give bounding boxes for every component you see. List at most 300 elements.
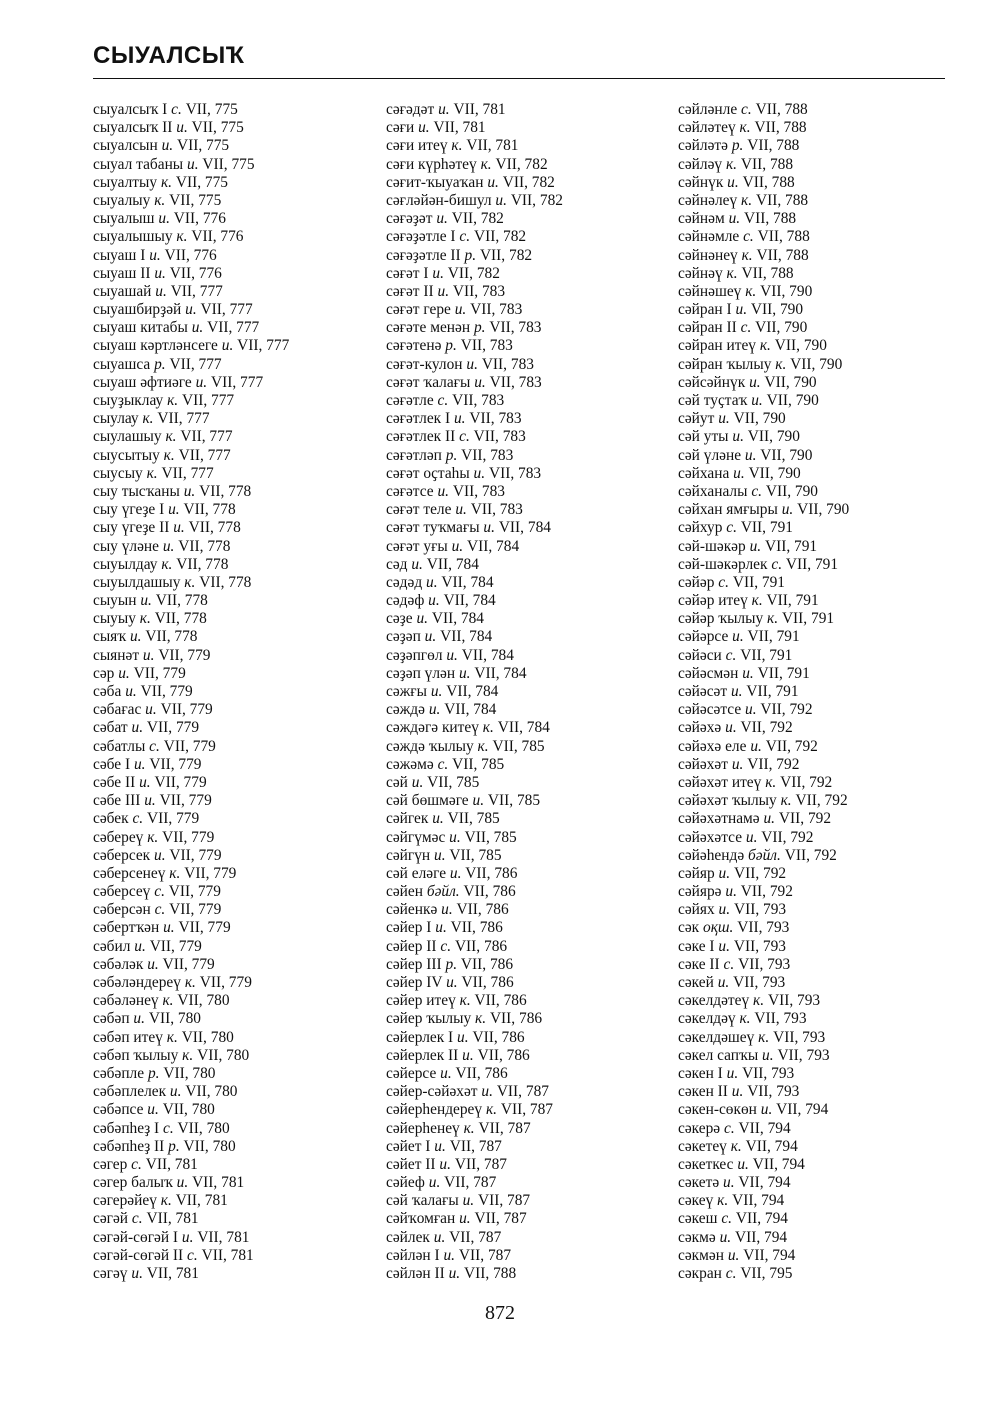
index-entry [678, 465, 968, 483]
entry-grammar-mark: р. [168, 1137, 180, 1155]
entry-grammar-mark: и. [169, 1083, 182, 1101]
index-entry [93, 883, 383, 901]
entry-word: сәкмә [678, 1228, 716, 1246]
entry-grammar-mark: с. [725, 646, 737, 664]
index-entry [678, 410, 968, 428]
index-entry [386, 701, 676, 719]
entry-reference: VII, 784 [444, 701, 497, 719]
entry-grammar-mark: и. [487, 173, 499, 191]
entry-word: сәғәт II [386, 282, 434, 300]
entry-grammar-mark: и. [438, 101, 450, 118]
index-entry [386, 901, 676, 919]
entry-reference: VII, 786 [463, 883, 516, 901]
entry-reference: VII, 793 [767, 992, 821, 1010]
entry-word: сәйут [678, 410, 715, 428]
entry-reference: VII, 781 [453, 101, 506, 118]
entry-word: сәке II [678, 955, 720, 973]
entry-reference: VII, 781 [192, 1174, 245, 1192]
index-entry [678, 556, 968, 574]
entry-grammar-mark: и. [424, 628, 437, 646]
entry-reference: VII, 779 [140, 683, 193, 700]
index-entry [678, 1101, 968, 1119]
entry-word: сәйенкә [386, 901, 438, 919]
entry-word: сәйет II [386, 1155, 436, 1173]
entry-reference: VII, 791 [732, 573, 785, 591]
entry-word: сәҙәп үлән [386, 664, 456, 682]
index-entry [386, 847, 676, 865]
entry-word: сәғәтләп [386, 446, 442, 464]
entry-word: сәғәҙәтле I [386, 228, 456, 246]
index-entry [678, 192, 968, 210]
entry-grammar-mark: и. [140, 592, 152, 610]
entry-reference: VII, 787 [454, 1155, 507, 1173]
entry-word: сәйер ҡылыу [386, 1010, 472, 1028]
entry-reference: VII, 776 [191, 228, 244, 246]
entry-reference: VII, 775 [202, 155, 255, 173]
entry-grammar-mark: и. [434, 846, 446, 864]
entry-reference: VII, 779 [149, 755, 202, 773]
index-entry [386, 283, 676, 301]
entry-reference: VII, 778 [155, 592, 208, 610]
entry-grammar-mark: с. [740, 319, 752, 337]
index-entry [678, 610, 968, 628]
entry-grammar-mark: с. [743, 228, 754, 246]
index-entry [386, 647, 676, 665]
index-entry [386, 992, 676, 1010]
entry-grammar-mark: и. [483, 519, 495, 537]
entry-word: сәкеш [678, 1210, 718, 1228]
index-entry [386, 774, 676, 792]
entry-reference: VII, 782 [502, 173, 555, 191]
entry-grammar-mark: к. [741, 191, 753, 209]
entry-reference: VII, 788 [740, 155, 794, 173]
entry-word: сыянәт [93, 646, 140, 664]
index-entry [93, 192, 383, 210]
entry-word: сәйер-сәйәхәт [386, 1083, 478, 1101]
entry-reference: VII, 785 [452, 755, 505, 773]
entry-grammar-mark: и. [731, 1083, 744, 1101]
entry-grammar-mark: к. [166, 1028, 178, 1046]
entry-grammar-mark: и. [737, 1155, 749, 1173]
index-entry [93, 665, 383, 683]
entry-grammar-mark: р. [147, 1064, 160, 1082]
entry-grammar-mark: и. [474, 373, 486, 391]
entry-reference: VII, 786 [472, 1028, 525, 1046]
entry-grammar-mark: и. [744, 446, 757, 464]
entry-reference: VII, 791 [746, 683, 799, 700]
entry-word: сәғәт оҫтаһы [386, 464, 470, 482]
index-entry [678, 665, 968, 683]
index-entry [93, 592, 383, 610]
entry-reference: VII, 791 [740, 646, 793, 664]
entry-word: сәғәт уғы [386, 537, 448, 555]
entry-grammar-mark: и. [181, 1228, 194, 1246]
index-entry [386, 1029, 676, 1047]
entry-grammar-mark: к. [160, 173, 172, 191]
entry-grammar-mark: к. [767, 610, 779, 628]
entry-grammar-mark: к. [169, 864, 181, 882]
entry-word: сәғәҙәтле II [386, 246, 461, 264]
entry-reference: VII, 793 [742, 1064, 795, 1082]
entry-grammar-mark: и. [436, 210, 448, 228]
entry-word: сыяҡ [93, 628, 127, 646]
index-entry [93, 865, 383, 883]
header-rule [93, 78, 945, 79]
index-entry [678, 992, 968, 1010]
index-entry [93, 447, 383, 465]
entry-word: сәгер [93, 1155, 128, 1173]
entry-grammar-mark: и. [144, 792, 156, 810]
entry-reference: VII, 779 [163, 737, 216, 755]
entry-grammar-mark: и. [441, 901, 453, 919]
index-entry [678, 501, 968, 519]
index-entry [678, 101, 968, 119]
entry-grammar-mark: к. [717, 1192, 729, 1210]
index-entry [93, 119, 383, 137]
index-entry [386, 1138, 676, 1156]
index-entry [678, 847, 968, 865]
entry-word: сәкен-сөкөн [678, 1101, 757, 1119]
entry-reference: VII, 778 [199, 482, 252, 500]
entry-grammar-mark: и. [730, 683, 743, 700]
entry-word: сәбәпсе [93, 1101, 144, 1119]
entry-word: сәберсек [93, 846, 151, 864]
entry-reference: VII, 794 [738, 1174, 791, 1192]
entry-grammar-mark: к. [147, 828, 159, 846]
index-entry [386, 247, 676, 265]
entry-grammar-mark: и. [163, 919, 175, 937]
entry-word: сәғит-ҡыуаҡан [386, 173, 484, 191]
entry-grammar-mark: к. [182, 1046, 194, 1064]
entry-grammar-mark: и. [781, 501, 794, 519]
entry-reference: VII, 784 [498, 519, 551, 537]
entry-reference: VII, 792 [795, 792, 848, 810]
index-entry [386, 1174, 676, 1192]
entry-grammar-mark: и. [147, 1101, 159, 1119]
index-entry [678, 428, 968, 446]
entry-grammar-mark: с. [171, 101, 182, 118]
entry-grammar-mark: к. [775, 355, 787, 373]
entry-word: сәй үләне [678, 446, 742, 464]
index-entry [386, 483, 676, 501]
entry-reference: VII, 791 [764, 537, 818, 555]
entry-word: сәбат [93, 719, 128, 737]
entry-reference: VII, 782 [510, 191, 563, 209]
entry-reference: VII, 793 [733, 937, 786, 955]
entry-word: сәбәп ҡылыу [93, 1046, 179, 1064]
index-entry [386, 829, 676, 847]
entry-grammar-mark: и. [745, 828, 758, 846]
entry-grammar-mark: с. [163, 1119, 174, 1137]
index-entry [678, 1138, 968, 1156]
entry-word: сәбе I [93, 755, 131, 773]
entry-grammar-mark: и. [742, 664, 754, 682]
index-entry [678, 738, 968, 756]
entry-grammar-mark: и. [718, 864, 731, 882]
index-entry [93, 992, 383, 1010]
index-entry [93, 901, 383, 919]
entry-grammar-mark: к. [463, 1119, 475, 1137]
entry-reference: VII, 788 [742, 173, 795, 191]
entry-reference: VII, 778 [178, 537, 231, 555]
entry-word: сәйәхәт итеү [678, 773, 762, 791]
entry-reference: VII, 781 [146, 1265, 199, 1282]
index-entry [386, 538, 676, 556]
entry-reference: VII, 786 [474, 992, 527, 1010]
index-entry [386, 428, 676, 446]
entry-grammar-mark: с. [721, 1210, 732, 1228]
entry-grammar-mark: и. [454, 301, 467, 319]
entry-grammar-mark: и. [473, 464, 486, 482]
index-entry [678, 774, 968, 792]
entry-grammar-mark: и. [763, 810, 776, 828]
entry-word: сәйәхәтсе [678, 828, 743, 846]
entry-grammar-mark: к. [184, 974, 196, 991]
entry-grammar-mark: к. [176, 228, 188, 246]
index-entry [678, 119, 968, 137]
entry-reference: VII, 779 [146, 719, 200, 737]
index-entry [386, 374, 676, 392]
entry-reference: VII, 777 [169, 355, 222, 373]
entry-grammar-mark: с. [718, 573, 729, 591]
entry-word: сәғи күрһәтеү [386, 155, 477, 173]
index-entry [386, 192, 676, 210]
entry-grammar-mark: и. [735, 301, 748, 319]
index-entry [386, 156, 676, 174]
entry-reference: VII, 779 [199, 974, 252, 991]
entry-reference: VII, 779 [154, 773, 207, 791]
entry-word: сәдәф [386, 592, 425, 610]
entry-word: сәғләйән-бишул [386, 191, 492, 209]
entry-reference: VII, 777 [161, 464, 214, 482]
entry-reference: VII, 783 [469, 410, 522, 428]
entry-word: сәйләү [678, 155, 723, 173]
entry-word: сәйәһендә [678, 846, 745, 864]
index-entry [678, 265, 968, 283]
entry-grammar-mark: и. [221, 337, 234, 355]
entry-reference: VII, 790 [760, 446, 813, 464]
entry-reference: VII, 783 [460, 337, 513, 355]
entry-word: сәбәпле [93, 1064, 145, 1082]
entry-grammar-mark: с. [459, 428, 470, 446]
entry-reference: VII, 784 [446, 683, 499, 700]
index-entry [93, 374, 383, 392]
entry-grammar-mark: и. [168, 501, 180, 519]
entry-grammar-mark: и. [133, 1010, 145, 1028]
entry-grammar-mark: и. [732, 428, 744, 446]
entry-word: сыулашыу [93, 428, 162, 446]
index-entry [93, 392, 383, 410]
entry-word: сәйгүн [386, 846, 431, 864]
entry-grammar-mark: и. [129, 628, 142, 646]
entry-reference: VII, 781 [146, 1210, 199, 1228]
index-entry [678, 756, 968, 774]
entry-reference: VII, 779 [159, 792, 212, 810]
entry-word: сыу үгеҙе II [93, 519, 170, 537]
entry-word: сәҙе [386, 610, 413, 628]
index-entry [678, 1065, 968, 1083]
entry-word: сәжәмә [386, 755, 434, 773]
index-entry [386, 1229, 676, 1247]
entry-grammar-mark: и. [472, 792, 485, 810]
entry-word: сәғәтле [386, 392, 434, 409]
entry-word: сыуаш II [93, 264, 151, 282]
index-entry [386, 265, 676, 283]
entry-reference: VII, 780 [148, 1010, 201, 1028]
entry-grammar-mark: р. [445, 955, 458, 973]
entry-reference: VII, 793 [747, 1083, 800, 1101]
entry-grammar-mark: и. [462, 1192, 475, 1210]
index-entry [678, 283, 968, 301]
index-entry [93, 137, 383, 155]
index-entry [93, 1265, 383, 1283]
entry-reference: VII, 794 [776, 1101, 829, 1119]
index-entry [93, 1120, 383, 1138]
entry-word: сәкетә [678, 1174, 720, 1192]
entry-reference: VII, 779 [158, 646, 211, 664]
entry-word: сәғәтлек II [386, 428, 456, 446]
entry-grammar-mark: и. [187, 155, 199, 173]
entry-grammar-mark: с. [751, 482, 762, 500]
entry-reference: VII, 775 [185, 101, 238, 118]
index-entry [386, 592, 676, 610]
entry-reference: VII, 791 [766, 592, 819, 610]
entry-reference: VII, 794 [738, 1119, 791, 1137]
entry-word: сәғәт ҡалағы [386, 373, 471, 391]
entry-reference: VII, 783 [473, 428, 526, 446]
index-entry [386, 1265, 676, 1283]
entry-reference: VII, 784 [443, 592, 496, 610]
entry-reference: VII, 782 [479, 246, 533, 264]
entry-grammar-mark: и. [437, 282, 450, 300]
entry-reference: VII, 780 [162, 1101, 215, 1119]
entry-word: сыуал табаны [93, 155, 184, 173]
entry-word: сәбағас [93, 701, 142, 719]
index-entry [93, 428, 383, 446]
entry-word: сәйен [386, 883, 423, 901]
entry-word: сәгерәйеү [93, 1192, 157, 1210]
index-entry [386, 392, 676, 410]
index-entry [386, 756, 676, 774]
entry-word: сәбереү [93, 828, 144, 846]
entry-grammar-mark: и. [718, 410, 730, 428]
index-entry [678, 592, 968, 610]
entry-word: сәҙәпгөл [386, 646, 443, 664]
entry-word: сәғәҙәт [386, 210, 433, 228]
entry-grammar-mark: и. [432, 264, 444, 282]
entry-word: сәйран итеү [678, 337, 756, 355]
entry-word: сәғәтсе [386, 482, 434, 500]
entry-word: сәйәрсе [678, 628, 729, 646]
entry-word: сәйәр [678, 573, 715, 591]
entry-word: сәйерсе [386, 1064, 437, 1082]
index-entry [93, 574, 383, 592]
entry-word: сәйлек [386, 1228, 430, 1246]
entry-reference: VII, 784 [441, 573, 494, 591]
entry-word: сәғәтлек I [386, 410, 451, 428]
index-entry [678, 1083, 968, 1101]
index-entry [678, 901, 968, 919]
index-entry [386, 938, 676, 956]
entry-grammar-mark: и. [439, 1155, 451, 1173]
index-entry [386, 1210, 676, 1228]
entry-grammar-mark: и. [191, 319, 204, 337]
index-entry [678, 247, 968, 265]
entry-reference: VII, 787 [496, 1083, 549, 1101]
entry-word: сыуаш китабы [93, 319, 188, 337]
entry-word: сәберсән [93, 901, 151, 919]
entry-grammar-mark: к. [745, 282, 757, 300]
entry-word: сәкелдәшеү [678, 1028, 755, 1046]
entry-reference: VII, 780 [177, 1119, 230, 1137]
index-entry [678, 319, 968, 337]
entry-reference: VII, 785 [487, 792, 541, 810]
entry-reference: VII, 781 [197, 1228, 250, 1246]
entry-grammar-mark: и. [717, 974, 730, 991]
entry-word: сыуашай [93, 282, 152, 300]
entry-word: сәкел сапҡы [678, 1046, 759, 1064]
entry-reference: VII, 779 [133, 664, 186, 682]
entry-reference: VII, 788 [755, 101, 808, 118]
entry-grammar-mark: и. [728, 210, 741, 228]
entry-reference: VII, 792 [778, 810, 832, 828]
entry-grammar-mark: и. [749, 373, 761, 391]
index-entry [678, 938, 968, 956]
entry-grammar-mark: и. [451, 537, 464, 555]
index-entry [386, 1047, 676, 1065]
entry-reference: VII, 783 [481, 355, 534, 373]
index-entry [93, 101, 383, 119]
entry-word: сәйләтә [678, 137, 728, 155]
entry-word: сәйәси [678, 646, 722, 664]
entry-word: сәйер IV [386, 974, 443, 991]
entry-word: сәкен I [678, 1064, 723, 1082]
entry-reference: VII, 784 [461, 646, 514, 664]
entry-reference: VII, 785 [464, 828, 517, 846]
entry-word: сыуын [93, 592, 137, 610]
entry-grammar-mark: бәйл. [426, 883, 460, 901]
entry-reference: VII, 788 [755, 191, 809, 209]
entry-reference: VII, 785 [449, 846, 502, 864]
index-entry [386, 1010, 676, 1028]
entry-reference: VII, 787 [458, 1246, 512, 1264]
entry-word: сәйхан ямғыры [678, 501, 778, 519]
index-entry [386, 337, 676, 355]
entry-grammar-mark: и. [437, 482, 449, 500]
entry-reference: VII, 786 [461, 974, 514, 991]
entry-reference: VII, 782 [495, 155, 548, 173]
entry-word: сәйер I [386, 919, 432, 937]
index-entry [678, 1120, 968, 1138]
entry-word: сәғәдәт [386, 101, 435, 118]
index-entry [386, 210, 676, 228]
entry-reference: VII, 784 [440, 628, 493, 646]
entry-reference: VII, 783 [452, 282, 506, 300]
entry-reference: VII, 786 [454, 937, 508, 955]
entry-grammar-mark: к. [165, 428, 177, 446]
entry-reference: VII, 786 [450, 919, 503, 937]
entry-reference: VII, 790 [790, 355, 843, 373]
entry-reference: VII, 790 [755, 319, 808, 337]
entry-grammar-mark: к. [184, 573, 196, 591]
index-entry [386, 174, 676, 192]
entry-word: сәйсәйнүк [678, 373, 746, 391]
entry-reference: VII, 779 [169, 901, 222, 919]
entry-grammar-mark: к. [725, 155, 738, 173]
entry-word: сәбертҡән [93, 919, 160, 937]
entry-word: сәйханалы [678, 482, 748, 500]
entry-grammar-mark: с. [149, 737, 160, 755]
